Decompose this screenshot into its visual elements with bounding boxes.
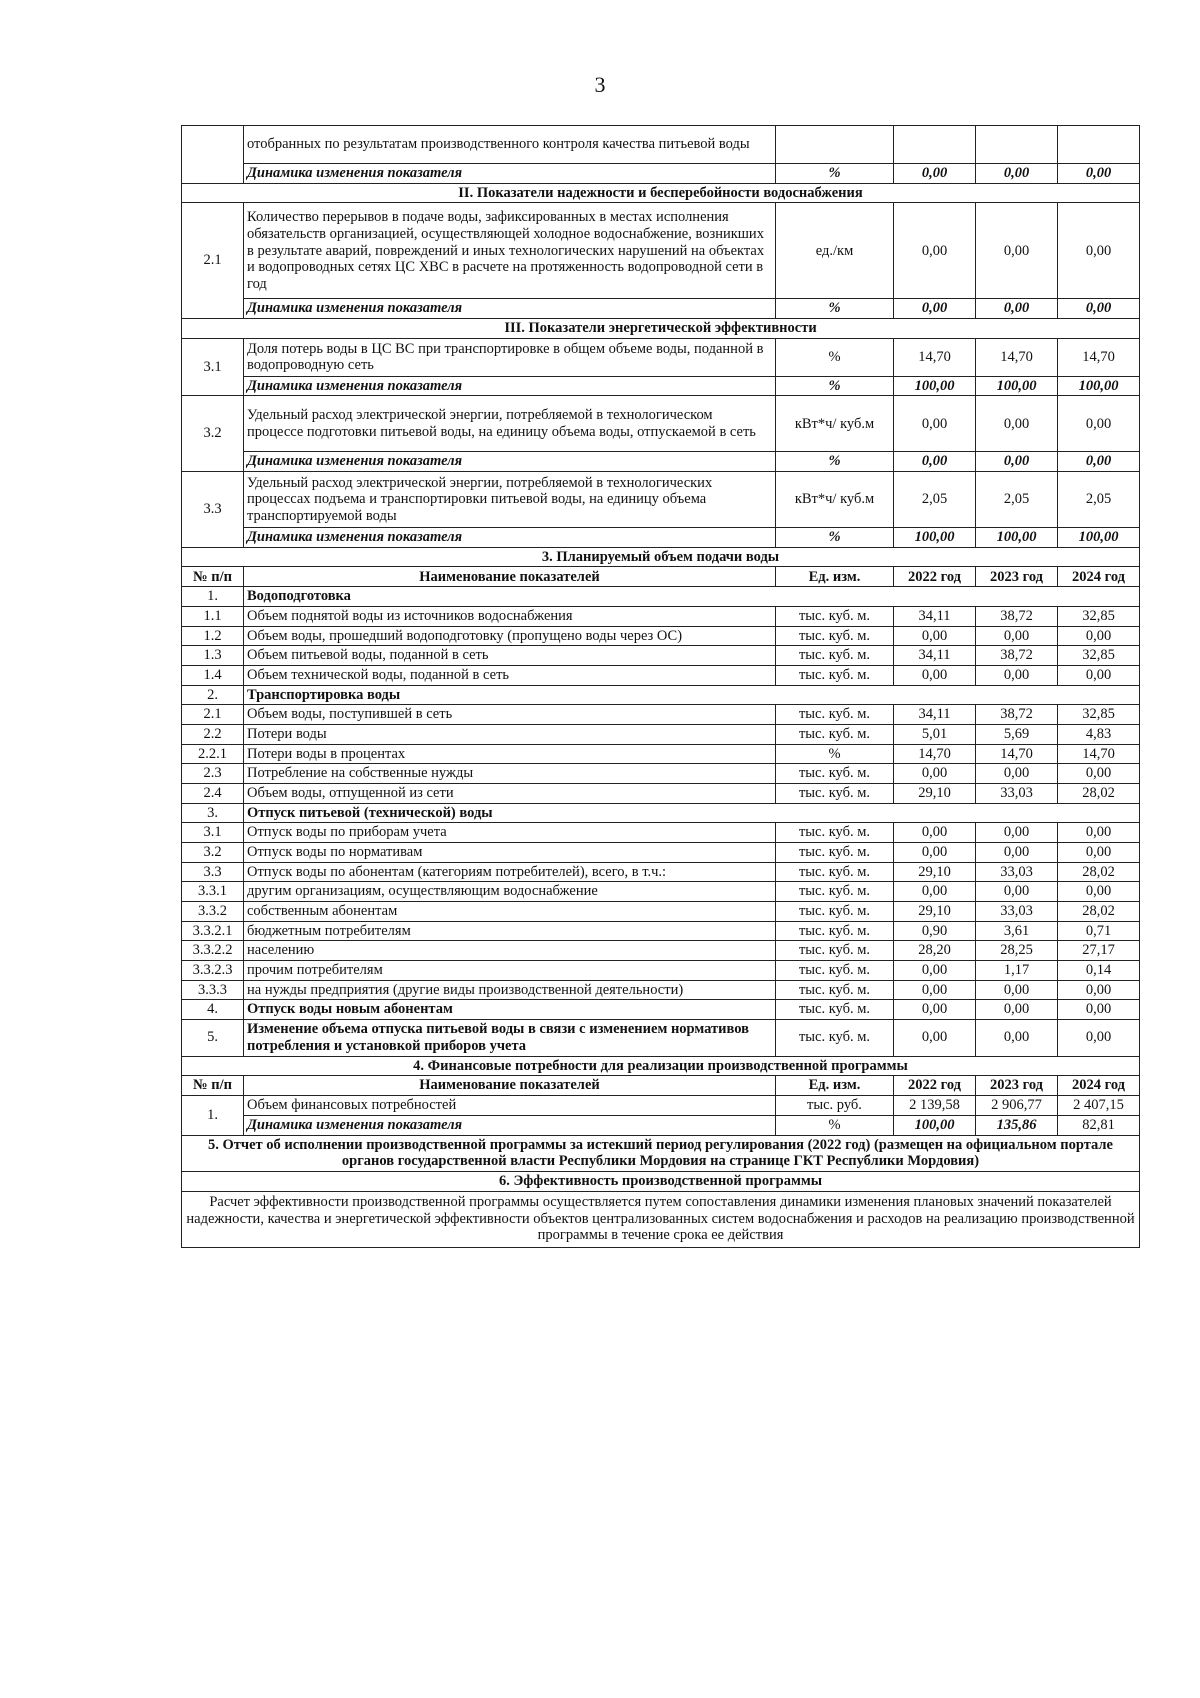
value-v2024: 32,85 bbox=[1058, 646, 1140, 666]
indicator-name: Отпуск воды по нормативам bbox=[244, 843, 776, 863]
value-v2023: 1,17 bbox=[976, 961, 1058, 981]
value-v2024: 28,02 bbox=[1058, 862, 1140, 882]
continuation-row bbox=[182, 126, 1140, 164]
page-number: 3 bbox=[594, 72, 606, 97]
value-v2023: 3,61 bbox=[976, 921, 1058, 941]
table-row bbox=[182, 784, 1140, 804]
empty-cell bbox=[1058, 126, 1140, 164]
indicator-name: Потребление на собственные нужды bbox=[244, 764, 776, 784]
num-cell: 3.3.2.3 bbox=[182, 961, 244, 981]
table-row bbox=[182, 744, 1140, 764]
value-v2022: 0,00 bbox=[894, 980, 976, 1000]
efficiency-text-row bbox=[182, 1191, 1140, 1247]
num-cell: 1.1 bbox=[182, 607, 244, 627]
num-cell: 3.1 bbox=[182, 823, 244, 843]
num-cell: 3.3.3 bbox=[182, 980, 244, 1000]
value-v2023: 14,70 bbox=[976, 338, 1058, 376]
indicator-name: Объем воды, отпущенной из сети bbox=[244, 784, 776, 804]
value-v2023: 0,00 bbox=[976, 164, 1058, 184]
value-v2022: 0,00 bbox=[894, 1000, 976, 1020]
value-v2022: 14,70 bbox=[894, 338, 976, 376]
num-cell: 2.1 bbox=[182, 705, 244, 725]
value-v2024: 0,14 bbox=[1058, 961, 1140, 981]
value-v2024: 28,02 bbox=[1058, 902, 1140, 922]
section-title-row bbox=[182, 319, 1140, 339]
num-cell: 3.3 bbox=[182, 472, 244, 548]
value-v2023: 0,00 bbox=[976, 980, 1058, 1000]
unit-cell: % bbox=[776, 452, 894, 472]
num-cell: 5. bbox=[182, 1020, 244, 1056]
value-v2024: 0,00 bbox=[1058, 823, 1140, 843]
empty-cell bbox=[976, 126, 1058, 164]
dynamics-row bbox=[182, 299, 1140, 319]
value-v2022: 34,11 bbox=[894, 607, 976, 627]
unit-cell: тыс. руб. bbox=[776, 1096, 894, 1116]
unit-cell: % bbox=[776, 1115, 894, 1135]
num-cell: 3.3.1 bbox=[182, 882, 244, 902]
dynamics-name: Динамика изменения показателя bbox=[244, 452, 776, 472]
empty-cell bbox=[776, 126, 894, 164]
value-v2022: 0,00 bbox=[894, 961, 976, 981]
section-title-row bbox=[182, 547, 1140, 567]
value-v2024: 14,70 bbox=[1058, 744, 1140, 764]
column-header: № п/п bbox=[182, 1076, 244, 1096]
indicator-name: Объем питьевой воды, поданной в сеть bbox=[244, 646, 776, 666]
table-body bbox=[182, 126, 1140, 1248]
value-v2023: 33,03 bbox=[976, 902, 1058, 922]
value-v2022: 0,00 bbox=[894, 666, 976, 686]
num-cell bbox=[182, 126, 244, 184]
value-v2024: 32,85 bbox=[1058, 705, 1140, 725]
value-v2022: 2,05 bbox=[894, 472, 976, 528]
section-title: II. Показатели надежности и бесперебойности водоснабжения bbox=[182, 183, 1140, 203]
section-title-row bbox=[182, 183, 1140, 203]
value-v2022: 0,90 bbox=[894, 921, 976, 941]
value-v2024: 0,00 bbox=[1058, 666, 1140, 686]
value-v2024: 0,00 bbox=[1058, 764, 1140, 784]
indicator-name: Объем финансовых потребностей bbox=[244, 1096, 776, 1116]
value-v2024: 27,17 bbox=[1058, 941, 1140, 961]
num-cell: 2.2.1 bbox=[182, 744, 244, 764]
num-cell: 3.3.2.2 bbox=[182, 941, 244, 961]
unit-cell: тыс. куб. м. bbox=[776, 843, 894, 863]
table-row bbox=[182, 607, 1140, 627]
value-v2022: 2 139,58 bbox=[894, 1096, 976, 1116]
efficiency-title: 6. Эффективность производственной программы bbox=[182, 1171, 1140, 1191]
value-v2022: 0,00 bbox=[894, 452, 976, 472]
indicator-name: Удельный расход электрической энергии, потребляемой в технологических процессах подъема и транспортировки питьевой воды, на единицу объема транспортируемой воды bbox=[244, 472, 776, 528]
value-v2024: 0,00 bbox=[1058, 1000, 1140, 1020]
group-name: Транспортировка воды bbox=[244, 685, 1140, 705]
unit-cell: % bbox=[776, 528, 894, 548]
dynamics-name: Динамика изменения показателя bbox=[244, 528, 776, 548]
value-v2024: 32,85 bbox=[1058, 607, 1140, 627]
value-v2024: 28,02 bbox=[1058, 784, 1140, 804]
num-cell: 3.3.2.1 bbox=[182, 921, 244, 941]
value-v2024: 0,00 bbox=[1058, 1020, 1140, 1056]
dynamics-row bbox=[182, 528, 1140, 548]
value-v2024: 0,71 bbox=[1058, 921, 1140, 941]
report-row bbox=[182, 1135, 1140, 1171]
value-v2022: 0,00 bbox=[894, 626, 976, 646]
unit-cell: тыс. куб. м. bbox=[776, 607, 894, 627]
value-v2024: 2,05 bbox=[1058, 472, 1140, 528]
num-cell: 2.1 bbox=[182, 203, 244, 319]
num-cell: 2.4 bbox=[182, 784, 244, 804]
column-header: 2023 год bbox=[976, 1076, 1058, 1096]
value-v2022: 0,00 bbox=[894, 882, 976, 902]
section-title: 4. Финансовые потребности для реализации производственной программы bbox=[182, 1056, 1140, 1076]
value-v2023: 0,00 bbox=[976, 626, 1058, 646]
unit-cell: тыс. куб. м. bbox=[776, 705, 894, 725]
value-v2024: 4,83 bbox=[1058, 725, 1140, 745]
unit-cell: тыс. куб. м. bbox=[776, 941, 894, 961]
indicator-name: собственным абонентам bbox=[244, 902, 776, 922]
num-cell: 4. bbox=[182, 1000, 244, 1020]
column-header: 2022 год bbox=[894, 1076, 976, 1096]
value-v2022: 34,11 bbox=[894, 646, 976, 666]
unit-cell: кВт*ч/ куб.м bbox=[776, 472, 894, 528]
value-v2022: 100,00 bbox=[894, 1115, 976, 1135]
section-title: 3. Планируемый объем подачи воды bbox=[182, 547, 1140, 567]
indicator-name: Доля потерь воды в ЦС ВС при транспортировке в общем объеме воды, поданной в водопроводную сеть bbox=[244, 338, 776, 376]
value-v2023: 0,00 bbox=[976, 764, 1058, 784]
table-row bbox=[182, 1020, 1140, 1056]
value-v2024: 0,00 bbox=[1058, 396, 1140, 452]
num-cell: 2. bbox=[182, 685, 244, 705]
value-v2023: 33,03 bbox=[976, 862, 1058, 882]
value-v2024: 82,81 bbox=[1058, 1115, 1140, 1135]
unit-cell: тыс. куб. м. bbox=[776, 1020, 894, 1056]
unit-cell: тыс. куб. м. bbox=[776, 1000, 894, 1020]
value-v2023: 38,72 bbox=[976, 646, 1058, 666]
value-v2023: 38,72 bbox=[976, 705, 1058, 725]
group-name: Отпуск питьевой (технической) воды bbox=[244, 803, 1140, 823]
num-cell: 3.3 bbox=[182, 862, 244, 882]
value-v2022: 0,00 bbox=[894, 1020, 976, 1056]
value-v2022: 29,10 bbox=[894, 784, 976, 804]
num-cell: 3.3.2 bbox=[182, 902, 244, 922]
indicator-row bbox=[182, 472, 1140, 528]
header-row bbox=[182, 1076, 1140, 1096]
value-v2024: 0,00 bbox=[1058, 882, 1140, 902]
unit-cell: % bbox=[776, 376, 894, 396]
unit-cell: % bbox=[776, 164, 894, 184]
indicator-name: отобранных по результатам производственного контроля качества питьевой воды bbox=[244, 126, 776, 164]
value-v2023: 5,69 bbox=[976, 725, 1058, 745]
indicator-name: Отпуск воды по абонентам (категориям потребителей), всего, в т.ч.: bbox=[244, 862, 776, 882]
value-v2022: 5,01 bbox=[894, 725, 976, 745]
indicator-name: Потери воды bbox=[244, 725, 776, 745]
value-v2024: 14,70 bbox=[1058, 338, 1140, 376]
group-row bbox=[182, 685, 1140, 705]
value-v2023: 0,00 bbox=[976, 452, 1058, 472]
header-row bbox=[182, 567, 1140, 587]
value-v2022: 100,00 bbox=[894, 376, 976, 396]
value-v2023: 0,00 bbox=[976, 666, 1058, 686]
indicator-name: бюджетным потребителям bbox=[244, 921, 776, 941]
unit-cell: тыс. куб. м. bbox=[776, 626, 894, 646]
value-v2024: 0,00 bbox=[1058, 299, 1140, 319]
unit-cell: тыс. куб. м. bbox=[776, 882, 894, 902]
column-header: Ед. изм. bbox=[776, 567, 894, 587]
table-row bbox=[182, 843, 1140, 863]
value-v2022: 29,10 bbox=[894, 862, 976, 882]
indicator-name: населению bbox=[244, 941, 776, 961]
value-v2022: 0,00 bbox=[894, 164, 976, 184]
value-v2022: 0,00 bbox=[894, 299, 976, 319]
indicator-name: Потери воды в процентах bbox=[244, 744, 776, 764]
value-v2024: 0,00 bbox=[1058, 980, 1140, 1000]
table-row bbox=[182, 725, 1140, 745]
table-row bbox=[182, 705, 1140, 725]
value-v2022: 0,00 bbox=[894, 823, 976, 843]
unit-cell: тыс. куб. м. bbox=[776, 961, 894, 981]
value-v2023: 0,00 bbox=[976, 396, 1058, 452]
num-cell: 1. bbox=[182, 1096, 244, 1135]
table-row bbox=[182, 902, 1140, 922]
unit-cell: кВт*ч/ куб.м bbox=[776, 396, 894, 452]
num-cell: 3.2 bbox=[182, 843, 244, 863]
unit-cell: тыс. куб. м. bbox=[776, 784, 894, 804]
unit-cell: тыс. куб. м. bbox=[776, 902, 894, 922]
table-row bbox=[182, 862, 1140, 882]
value-v2024: 100,00 bbox=[1058, 376, 1140, 396]
table-row bbox=[182, 666, 1140, 686]
value-v2023: 2 906,77 bbox=[976, 1096, 1058, 1116]
empty-cell bbox=[894, 126, 976, 164]
table-row bbox=[182, 921, 1140, 941]
efficiency-text: Расчет эффективности производственной программы осуществляется путем сопоставления динамики изменения плановых значений показателей надежности, качества и энергетической эффективности объектов централизованных систем водоснабжения и расходов на реализацию производственной программы в течение срока ее действия bbox=[182, 1191, 1140, 1247]
value-v2023: 100,00 bbox=[976, 528, 1058, 548]
dynamics-name: Динамика изменения показателя bbox=[244, 164, 776, 184]
indicator-name: Объем поднятой воды из источников водоснабжения bbox=[244, 607, 776, 627]
value-v2023: 0,00 bbox=[976, 203, 1058, 299]
value-v2023: 38,72 bbox=[976, 607, 1058, 627]
indicator-name: другим организациям, осуществляющим водоснабжение bbox=[244, 882, 776, 902]
program-table bbox=[181, 125, 1140, 1248]
value-v2024: 0,00 bbox=[1058, 164, 1140, 184]
unit-cell: тыс. куб. м. bbox=[776, 921, 894, 941]
value-v2023: 135,86 bbox=[976, 1115, 1058, 1135]
value-v2023: 0,00 bbox=[976, 882, 1058, 902]
num-cell: 1.4 bbox=[182, 666, 244, 686]
value-v2023: 0,00 bbox=[976, 843, 1058, 863]
table-row bbox=[182, 823, 1140, 843]
indicator-name: Количество перерывов в подаче воды, зафиксированных в местах исполнения обязательств организацией, осуществляющей холодное водоснабжение, возникших в результате аварий, повреждений и иных технологических нарушений на объектах и водопроводных сетях ЦС ХВС в расчете на протяженность водопроводной сети в год bbox=[244, 203, 776, 299]
unit-cell: % bbox=[776, 299, 894, 319]
value-v2022: 0,00 bbox=[894, 764, 976, 784]
unit-cell: тыс. куб. м. bbox=[776, 823, 894, 843]
num-cell: 1.3 bbox=[182, 646, 244, 666]
indicator-name: Удельный расход электрической энергии, потребляемой в технологическом процессе подготовки питьевой воды, на единицу объема воды, отпускаемой в сеть bbox=[244, 396, 776, 452]
table-row bbox=[182, 882, 1140, 902]
num-cell: 3.2 bbox=[182, 396, 244, 472]
value-v2022: 0,00 bbox=[894, 843, 976, 863]
value-v2023: 100,00 bbox=[976, 376, 1058, 396]
value-v2023: 28,25 bbox=[976, 941, 1058, 961]
group-row bbox=[182, 803, 1140, 823]
value-v2022: 0,00 bbox=[894, 203, 976, 299]
unit-cell: % bbox=[776, 744, 894, 764]
value-v2022: 14,70 bbox=[894, 744, 976, 764]
column-header: 2024 год bbox=[1058, 567, 1140, 587]
dynamics-row bbox=[182, 164, 1140, 184]
value-v2024: 0,00 bbox=[1058, 626, 1140, 646]
value-v2022: 29,10 bbox=[894, 902, 976, 922]
num-cell: 1.2 bbox=[182, 626, 244, 646]
unit-cell: тыс. куб. м. bbox=[776, 725, 894, 745]
value-v2022: 0,00 bbox=[894, 396, 976, 452]
dynamics-name: Динамика изменения показателя bbox=[244, 1115, 776, 1135]
report-title: 5. Отчет об исполнении производственной программы за истекший период регулирования (2022 год) (размещен на официальном портале органов государственной власти Республики Мордовия на странице ГКТ Республики Мордовия) bbox=[182, 1135, 1140, 1171]
dynamics-row bbox=[182, 1115, 1140, 1135]
column-header: Наименование показателей bbox=[244, 567, 776, 587]
indicator-name: Объем воды, поступившей в сеть bbox=[244, 705, 776, 725]
column-header: 2022 год bbox=[894, 567, 976, 587]
value-v2024: 0,00 bbox=[1058, 203, 1140, 299]
num-cell: 2.3 bbox=[182, 764, 244, 784]
value-v2023: 0,00 bbox=[976, 299, 1058, 319]
table-row bbox=[182, 1096, 1140, 1116]
column-header: № п/п bbox=[182, 567, 244, 587]
column-header: 2024 год bbox=[1058, 1076, 1140, 1096]
value-v2023: 0,00 bbox=[976, 1020, 1058, 1056]
table-row bbox=[182, 1000, 1140, 1020]
num-cell: 2.2 bbox=[182, 725, 244, 745]
indicator-row bbox=[182, 396, 1140, 452]
num-cell: 1. bbox=[182, 587, 244, 607]
group-name: Водоподготовка bbox=[244, 587, 1140, 607]
value-v2023: 0,00 bbox=[976, 823, 1058, 843]
table-row bbox=[182, 626, 1140, 646]
value-v2024: 0,00 bbox=[1058, 452, 1140, 472]
num-cell: 3. bbox=[182, 803, 244, 823]
dynamics-name: Динамика изменения показателя bbox=[244, 299, 776, 319]
column-header: 2023 год bbox=[976, 567, 1058, 587]
dynamics-name: Динамика изменения показателя bbox=[244, 376, 776, 396]
group-row bbox=[182, 587, 1140, 607]
unit-cell: тыс. куб. м. bbox=[776, 862, 894, 882]
num-cell: 3.1 bbox=[182, 338, 244, 396]
indicator-name: на нужды предприятия (другие виды производственной деятельности) bbox=[244, 980, 776, 1000]
indicator-row bbox=[182, 338, 1140, 376]
indicator-name: прочим потребителям bbox=[244, 961, 776, 981]
value-v2023: 0,00 bbox=[976, 1000, 1058, 1020]
value-v2023: 2,05 bbox=[976, 472, 1058, 528]
table-row bbox=[182, 980, 1140, 1000]
section-title-row bbox=[182, 1056, 1140, 1076]
unit-cell: ед./км bbox=[776, 203, 894, 299]
unit-cell: тыс. куб. м. bbox=[776, 980, 894, 1000]
unit-cell: тыс. куб. м. bbox=[776, 646, 894, 666]
value-v2023: 33,03 bbox=[976, 784, 1058, 804]
indicator-row bbox=[182, 203, 1140, 299]
table-row bbox=[182, 961, 1140, 981]
section-title-row bbox=[182, 1171, 1140, 1191]
indicator-name: Изменение объема отпуска питьевой воды в связи с изменением нормативов потребления и установкой приборов учета bbox=[244, 1020, 776, 1056]
indicator-name: Отпуск воды по приборам учета bbox=[244, 823, 776, 843]
value-v2024: 2 407,15 bbox=[1058, 1096, 1140, 1116]
dynamics-row bbox=[182, 376, 1140, 396]
dynamics-row bbox=[182, 452, 1140, 472]
value-v2023: 14,70 bbox=[976, 744, 1058, 764]
table-row bbox=[182, 764, 1140, 784]
indicator-name: Объем воды, прошедший водоподготовку (пропущено воды через ОС) bbox=[244, 626, 776, 646]
value-v2024: 0,00 bbox=[1058, 843, 1140, 863]
value-v2022: 34,11 bbox=[894, 705, 976, 725]
unit-cell: тыс. куб. м. bbox=[776, 666, 894, 686]
table-row bbox=[182, 646, 1140, 666]
section-title: III. Показатели энергетической эффективности bbox=[182, 319, 1140, 339]
value-v2022: 100,00 bbox=[894, 528, 976, 548]
column-header: Ед. изм. bbox=[776, 1076, 894, 1096]
indicator-name: Объем технической воды, поданной в сеть bbox=[244, 666, 776, 686]
unit-cell: тыс. куб. м. bbox=[776, 764, 894, 784]
value-v2022: 28,20 bbox=[894, 941, 976, 961]
column-header: Наименование показателей bbox=[244, 1076, 776, 1096]
unit-cell: % bbox=[776, 338, 894, 376]
table-row bbox=[182, 941, 1140, 961]
indicator-name: Отпуск воды новым абонентам bbox=[244, 1000, 776, 1020]
value-v2024: 100,00 bbox=[1058, 528, 1140, 548]
